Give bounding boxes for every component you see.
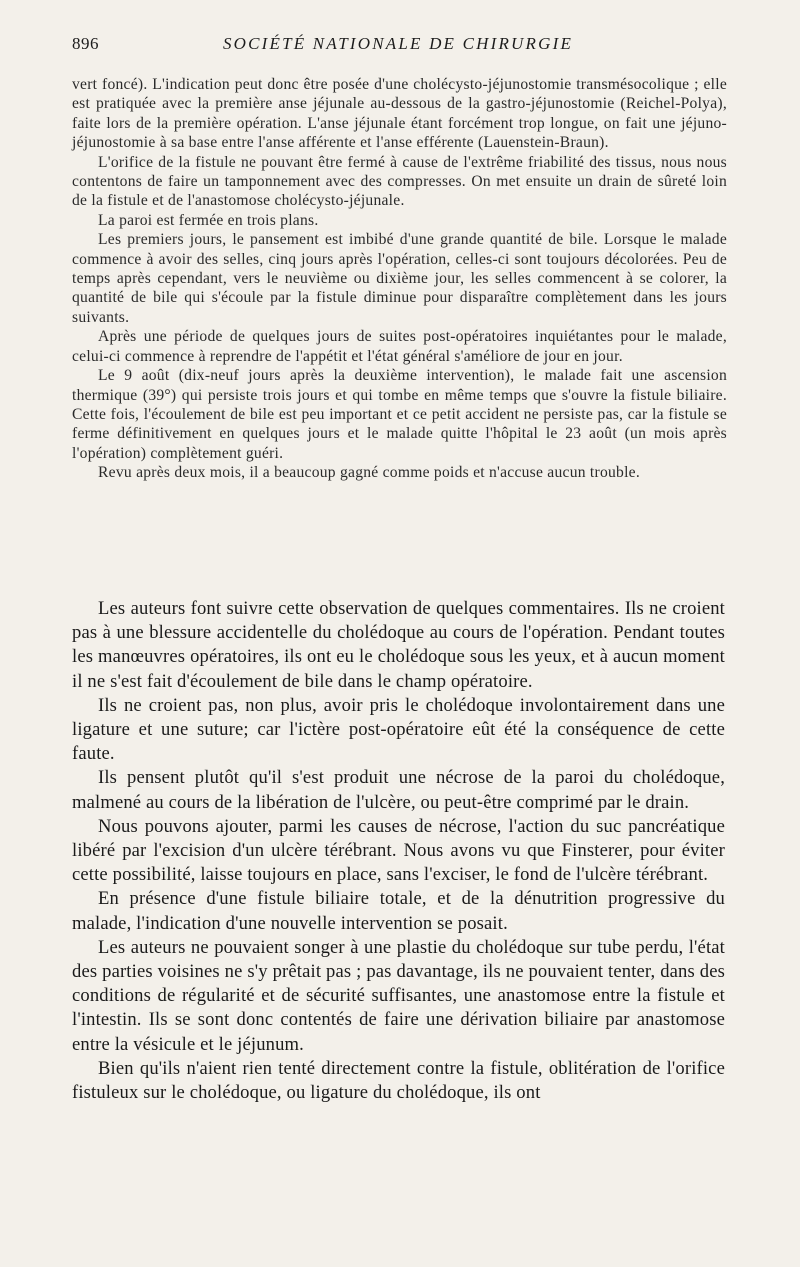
observation-paragraph: Après une période de quelques jours de suites post-opératoires inquiétantes pour le malade, celui-ci commence à reprendre de l'appétit et l'état général s'améliore de jour en jour.	[72, 328, 727, 365]
page-header	[72, 34, 724, 56]
commentary-paragraph: En présence d'une fistule biliaire totale, et de la dénutrition progressive du malade, l'indication d'une nouvelle intervention se posait.	[72, 888, 725, 934]
commentary-paragraph: Ils pensent plutôt qu'il s'est produit une nécrose de la paroi du cholédoque, malmené au cours de la libération de l'ulcère, ou peut-être comprimé par le drain.	[72, 767, 725, 813]
commentary-paragraph: Les auteurs ne pouvaient songer à une plastie du cholédoque sur tube perdu, l'état des parties voisines ne s'y prêtait pas ; pas davantage, ils ne pouvaient tenter, dans des conditions de régularité et de sécurité suffisantes, une anastomose entre la fistule et l'intestin. Ils se sont donc contentés de faire une dérivation biliaire par anastomose entre la vésicule et le jéjunum.	[72, 936, 725, 1055]
commentary-paragraph: Les auteurs font suivre cette observation de quelques commentaires. Ils ne croient pas à une blessure accidentelle du cholédoque au cours de l'opération. Pendant toutes les manœuvres opératoires, ils ont eu le cholédoque sous les yeux, et à aucun moment il ne s'est fait d'écoulement de bile dans le champ opératoire.	[72, 598, 725, 692]
page-number: 896	[72, 34, 99, 53]
observation-section	[72, 75, 727, 483]
commentary-paragraph: Bien qu'ils n'aient rien tenté directement contre la fistule, oblitération de l'orifice fistuleux sur le cholédoque, ou ligature du cholédoque, ils ont	[72, 1057, 725, 1104]
observation-paragraph: La paroi est fermée en trois plans.	[98, 211, 319, 229]
observation-paragraph: Revu après deux mois, il a beaucoup gagné comme poids et n'accuse aucun trouble.	[98, 464, 641, 482]
commentary-paragraph: Nous pouvons ajouter, parmi les causes de nécrose, l'action du suc pancréatique libéré par l'excision d'un ulcère térébrant. Nous avons vu que Finsterer, pour éviter cette possibilité, laisse toujours en place, sans l'exciser, le fond de l'ulcère térébrant.	[72, 815, 725, 886]
observation-paragraph: Le 9 août (dix-neuf jours après la deuxième intervention), le malade fait une ascension thermique (39°) qui persiste trois jours et qui tombe en même temps que s'ouvre la fistule biliaire. Cette fois, l'écoulement de bile est peu important et ce petit accident ne persiste pas, car la fistule se ferme définitivement en quelques jours et le malade quitte l'hôpital le 23 août (un mois après l'opération) complètement guéri.	[72, 367, 727, 462]
observation-paragraph: L'orifice de la fistule ne pouvant être fermé à cause de l'extrême friabilité des tissus, nous nous contentons de faire un tamponnement avec des compresses. On met ensuite un drain de sûreté loin de la fistule et de l'anastomose cholécysto-jéjunale.	[72, 153, 727, 210]
commentary-section	[72, 597, 725, 1105]
running-head: SOCIÉTÉ NATIONALE DE CHIRURGIE	[222, 34, 574, 53]
commentary-paragraph: Ils ne croient pas, non plus, avoir pris le cholédoque involontairement dans une ligature et une suture; car l'ictère post-opératoire eût été la conséquence de cette faute.	[72, 694, 725, 765]
observation-paragraph: vert foncé). L'indication peut donc être posée d'une cholécysto-jéjunostomie transmésocolique ; elle est pratiquée avec la première anse jéjunale au-dessous de la gastro-jéjunostomie (Reichel-Polya), faite lors de la première opération. L'anse jéjunale étant forcément trop longue, on fait une jéjuno-jéjunostomie à sa base entre l'anse afférente et l'anse efférente (Lauenstein-Braun).	[72, 76, 727, 152]
observation-paragraph: Les premiers jours, le pansement est imbibé d'une grande quantité de bile. Lorsque le malade commence à avoir des selles, cinq jours après l'opération, celles-ci sont toujours décolorées. Peu de temps après cependant, vers le neuvième ou dixième jour, les selles commencent à se colorer, la quantité de bile qui s'écoule par la fistule diminue pour disparaître complètement dans les jours suivants.	[72, 231, 727, 326]
